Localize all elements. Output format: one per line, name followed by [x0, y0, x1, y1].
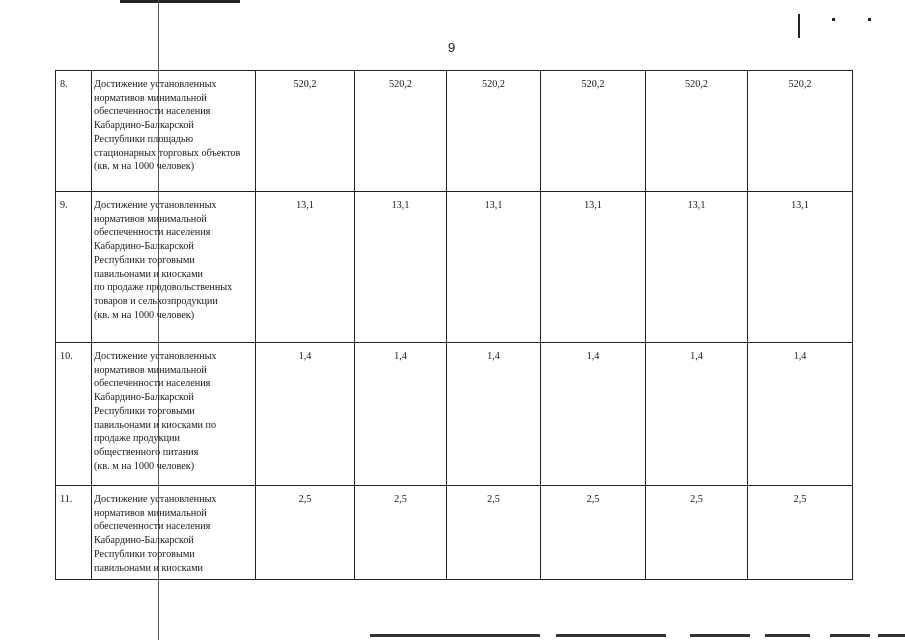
indicator-value: 13,1: [541, 192, 646, 343]
indicator-description: Достижение установленных нормативов минимальной обеспеченности населения Кабардино-Балкарской Республики торговыми павильонами и киосками: [92, 486, 256, 580]
indicator-value: 1,4: [748, 343, 853, 486]
indicator-value: 520,2: [646, 71, 748, 192]
scan-artifact-bottom-3: [690, 634, 750, 637]
row-number: 8.: [56, 71, 92, 192]
indicator-description: Достижение установленных нормативов минимальной обеспеченности населения Кабардино-Балкарской Республики торговыми павильонами и киосками по продаже продовольственных товаров и сельхозпродукции (кв. м на 1000 человек): [92, 192, 256, 343]
indicator-value: 1,4: [541, 343, 646, 486]
indicator-value: 520,2: [748, 71, 853, 192]
page-number: 9: [448, 40, 456, 55]
indicator-value: 13,1: [748, 192, 853, 343]
table-row: [56, 192, 853, 343]
indicator-value: 2,5: [541, 486, 646, 580]
indicator-description: Достижение установленных нормативов минимальной обеспеченности населения Кабардино-Балкарской Республики торговыми павильонами и киосками по продаже продукции общественного питания (кв. м на 1000 человек): [92, 343, 256, 486]
table-row: [56, 343, 853, 486]
indicator-value: 520,2: [256, 71, 355, 192]
indicator-table: [55, 70, 853, 580]
indicator-value: 2,5: [748, 486, 853, 580]
indicator-value: 520,2: [447, 71, 541, 192]
table-row: [56, 486, 853, 580]
indicator-value: 2,5: [256, 486, 355, 580]
indicator-value: 2,5: [646, 486, 748, 580]
indicator-value: 13,1: [256, 192, 355, 343]
scan-artifact-dot-2: [868, 18, 871, 21]
indicator-value: 1,4: [646, 343, 748, 486]
scan-artifact-bottom-6: [878, 634, 905, 637]
indicator-value: 13,1: [447, 192, 541, 343]
scan-artifact-bottom-1: [370, 634, 540, 637]
indicator-value: 13,1: [646, 192, 748, 343]
row-number: 11.: [56, 486, 92, 580]
indicator-description: Достижение установленных нормативов минимальной обеспеченности населения Кабардино-Балкарской Республики площадью стационарных торговых объектов (кв. м на 1000 человек): [92, 71, 256, 192]
indicator-value: 13,1: [355, 192, 447, 343]
table-row: [56, 71, 853, 192]
scan-artifact-bottom-5: [830, 634, 870, 637]
indicator-value: 1,4: [256, 343, 355, 486]
indicator-value: 2,5: [447, 486, 541, 580]
scan-artifact-right-tick: [798, 14, 800, 38]
indicator-value: 2,5: [355, 486, 447, 580]
indicator-value: 520,2: [541, 71, 646, 192]
indicator-value: 1,4: [355, 343, 447, 486]
scan-artifact-bottom-4: [765, 634, 810, 637]
indicator-value: 520,2: [355, 71, 447, 192]
scan-artifact-bottom-2: [556, 634, 666, 637]
scan-artifact-dot-1: [832, 18, 835, 21]
indicator-value: 1,4: [447, 343, 541, 486]
scan-artifact-top-left: [120, 0, 240, 3]
row-number: 10.: [56, 343, 92, 486]
row-number: 9.: [56, 192, 92, 343]
